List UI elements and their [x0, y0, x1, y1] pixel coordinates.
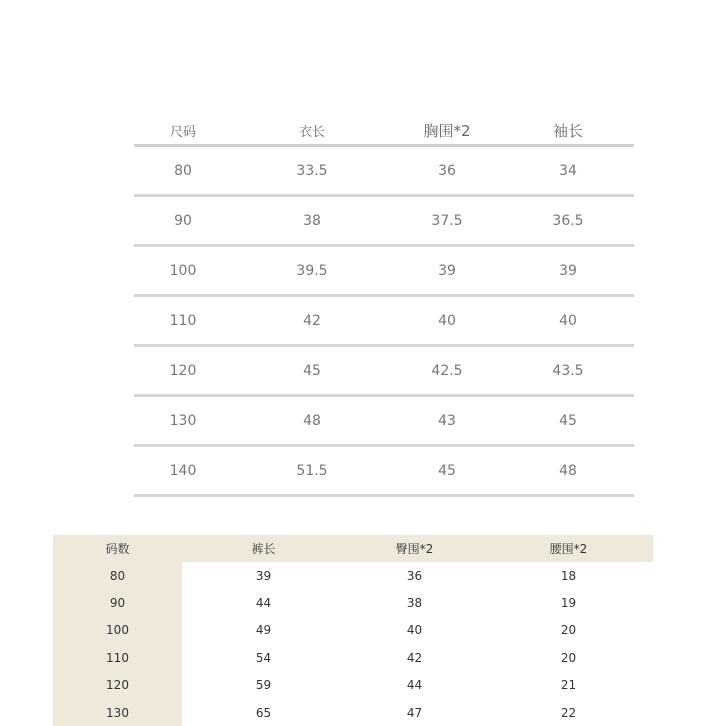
cell-pants-length: 59 [255, 678, 272, 693]
cell-size: 120 [169, 362, 197, 379]
header-waist: 腰围*2 [549, 542, 588, 556]
bottom-table-header [53, 535, 653, 562]
cell-waist: 20 [560, 650, 577, 665]
cell-hip: 38 [406, 596, 423, 611]
cell-length: 38 [303, 212, 321, 229]
cell-sleeve: 40 [559, 312, 577, 329]
cell-length: 45 [303, 362, 321, 379]
cell-pants-length: 39 [255, 568, 272, 583]
header-sleeve: 袖长 [552, 121, 583, 140]
table-row [182, 699, 653, 726]
cell-pants-length: 49 [255, 623, 272, 638]
cell-size: 90 [174, 212, 192, 229]
cell-waist: 20 [560, 623, 577, 638]
cell-sleeve: 48 [559, 462, 577, 479]
cell-waist: 19 [560, 596, 577, 611]
table-row [134, 397, 634, 447]
table-row [134, 247, 634, 297]
table-row [134, 297, 634, 347]
cell-sleeve: 36.5 [552, 212, 584, 229]
cell-hip: 36 [406, 568, 423, 583]
table-row [134, 147, 634, 197]
table-row [134, 197, 634, 247]
cell-code: 130 [106, 705, 129, 720]
cell-hip: 47 [406, 705, 423, 720]
cell-hip: 40 [406, 623, 423, 638]
cell-size: 110 [169, 312, 197, 329]
size-column [53, 562, 182, 726]
cell-sleeve: 43.5 [552, 362, 584, 379]
cell-length: 39.5 [296, 262, 328, 279]
cell-size: 80 [174, 162, 192, 179]
cell-waist: 21 [560, 678, 577, 693]
values-columns [182, 562, 653, 726]
cell-size: 100 [169, 262, 197, 279]
cell-pants-length: 65 [255, 705, 272, 720]
cell-waist: 18 [560, 568, 577, 583]
header-chest: 胸围*2 [423, 121, 471, 140]
cell-size: 130 [169, 412, 197, 429]
cell-code: 100 [106, 623, 129, 638]
header-pants-length: 裤长 [251, 542, 276, 556]
cell-chest: 43 [438, 412, 456, 429]
cell-sleeve: 45 [559, 412, 577, 429]
cell-chest: 37.5 [431, 212, 463, 229]
header-size: 尺码 [169, 124, 196, 140]
cell-code: 120 [106, 678, 129, 693]
cell-length: 48 [303, 412, 321, 429]
bottom-size-table [53, 535, 653, 726]
cell-length: 33.5 [296, 162, 328, 179]
table-row [182, 589, 653, 616]
cell-hip: 44 [406, 678, 423, 693]
cell-sleeve: 34 [559, 162, 577, 179]
bottom-table-body [53, 562, 653, 726]
cell-size: 140 [169, 462, 197, 479]
cell-pants-length: 44 [255, 596, 272, 611]
cell-chest: 36 [438, 162, 456, 179]
top-size-table [134, 116, 634, 497]
cell-pants-length: 54 [255, 650, 272, 665]
table-row [134, 447, 634, 497]
cell-chest: 45 [438, 462, 456, 479]
cell-chest: 42.5 [431, 362, 463, 379]
header-length: 衣长 [298, 124, 325, 140]
table-row [182, 644, 653, 671]
top-table-header [134, 116, 634, 147]
cell-chest: 40 [438, 312, 456, 329]
header-code: 码数 [105, 542, 130, 556]
cell-hip: 42 [406, 650, 423, 665]
cell-chest: 39 [438, 262, 456, 279]
cell-length: 42 [303, 312, 321, 329]
cell-code: 80 [109, 568, 126, 583]
cell-code: 90 [109, 596, 126, 611]
cell-sleeve: 39 [559, 262, 577, 279]
table-row [134, 347, 634, 397]
table-row [182, 617, 653, 644]
table-row [182, 672, 653, 699]
cell-waist: 22 [560, 705, 577, 720]
table-row [182, 562, 653, 589]
cell-length: 51.5 [296, 462, 328, 479]
cell-code: 110 [106, 650, 129, 665]
header-hip: 臀围*2 [395, 542, 434, 556]
